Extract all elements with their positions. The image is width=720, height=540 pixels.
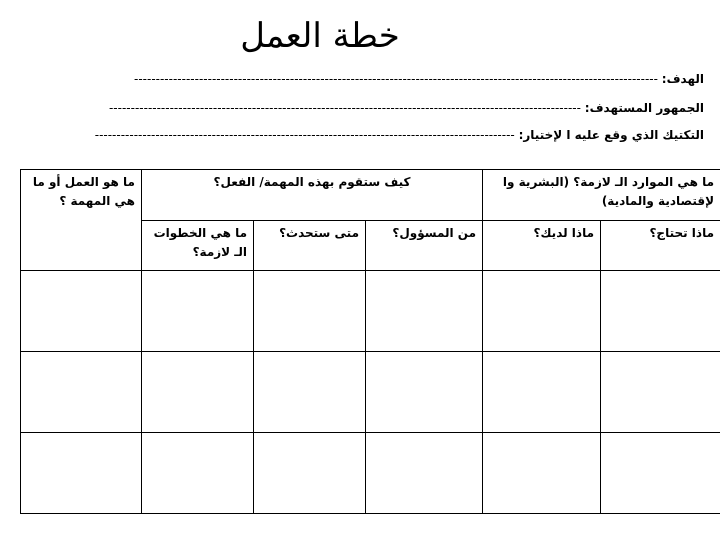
table-cell[interactable]: [366, 271, 483, 352]
table-cell[interactable]: [142, 352, 254, 433]
chosen-tactic-dashes: -------------------------------------------------------------------------------------------------: [94, 128, 515, 142]
who-header: من المسؤول؟: [366, 220, 483, 271]
chosen-tactic-label: التكتيك الذي وقع عليه ا لإختيار:: [518, 128, 704, 142]
table-cell[interactable]: [254, 352, 366, 433]
chosen-tactic-field[interactable]: [95, 127, 704, 143]
table-cell[interactable]: [601, 352, 720, 433]
steps-header: ما هي الخطوات الـ لازمة؟: [142, 220, 254, 271]
table-cell[interactable]: [21, 433, 142, 514]
table-cell[interactable]: [483, 271, 601, 352]
target-audience-field[interactable]: [109, 100, 704, 116]
goal-label: الهدف:: [661, 72, 704, 86]
how-header: كيف ستقوم بهذه المهمة/ الفعل؟: [142, 170, 483, 221]
task-header: ما هو العمل أو ما هي المهمة ؟: [21, 170, 142, 271]
table-cell[interactable]: [601, 433, 720, 514]
resources-header: ما هي الموارد الـ لازمة؟ (البشرية وا لإقتصادية والمادية): [483, 170, 720, 221]
goal-field[interactable]: [134, 71, 704, 87]
table-cell[interactable]: [254, 433, 366, 514]
table-row: [21, 271, 720, 352]
table-cell[interactable]: [366, 352, 483, 433]
table-cell[interactable]: [254, 271, 366, 352]
table-header-row: [21, 170, 720, 221]
table-cell[interactable]: [483, 352, 601, 433]
page-title: خطة العمل: [240, 16, 400, 56]
action-plan-table: [20, 169, 720, 514]
table-cell[interactable]: [483, 433, 601, 514]
table-row: [21, 352, 720, 433]
need-header: ماذا تحتاج؟: [601, 220, 720, 271]
table-cell[interactable]: [601, 271, 720, 352]
table-cell[interactable]: [21, 271, 142, 352]
have-header: ماذا لديك؟: [483, 220, 601, 271]
goal-dashes: -------------------------------------------------------------------------------------------------------------------------: [134, 72, 658, 86]
target-audience-label: الجمهور المستهدف:: [584, 101, 704, 115]
table-cell[interactable]: [142, 433, 254, 514]
when-header: متى ستحدث؟: [254, 220, 366, 271]
target-audience-dashes: -------------------------------------------------------------------------------------------------------------: [108, 101, 581, 115]
table-row: [21, 433, 720, 514]
table-cell[interactable]: [21, 352, 142, 433]
table-cell[interactable]: [142, 271, 254, 352]
table-cell[interactable]: [366, 433, 483, 514]
